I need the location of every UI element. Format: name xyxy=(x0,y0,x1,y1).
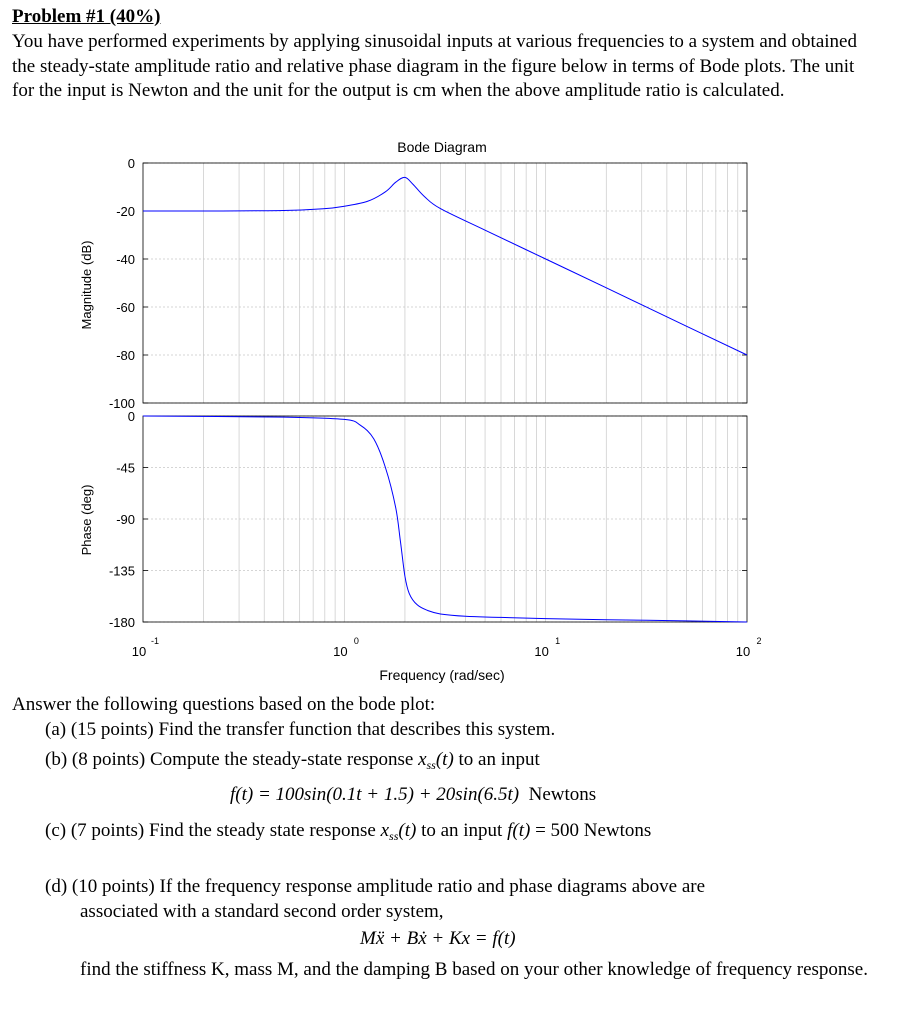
question-b xyxy=(45,749,540,771)
question-c-mid: to an input xyxy=(416,820,508,841)
question-b-units: Newtons xyxy=(528,784,597,805)
x-tick-exponent: 2 xyxy=(756,636,762,646)
question-b-x: x xyxy=(418,749,427,770)
magnitude-series-line xyxy=(143,177,747,355)
chart-title: Bode Diagram xyxy=(397,139,487,155)
question-d-line1: (d) (10 points) If the frequency response amplitude ratio and phase diagrams above are xyxy=(45,876,706,897)
magnitude-y-tick-label: -100 xyxy=(108,396,135,411)
x-axis-label: Frequency (rad/sec) xyxy=(379,667,505,683)
magnitude-grid xyxy=(143,163,747,403)
x-tick-label: 10 xyxy=(333,644,348,659)
questions-header: Answer the following questions based on the bode plot: xyxy=(12,694,436,715)
magnitude-y-ticks xyxy=(109,156,747,411)
question-c-end: = 500 Newtons xyxy=(530,820,652,841)
question-d-equation: Mẍ + Bẋ + Kx = f(t) xyxy=(360,928,516,949)
question-c xyxy=(45,820,651,842)
frequency-x-ticks xyxy=(132,636,762,659)
magnitude-y-tick-label: 0 xyxy=(127,156,135,171)
x-tick-label: 10 xyxy=(534,644,549,659)
question-c-subscript: ss xyxy=(389,829,399,843)
question-b-equation: f(t) = 100sin(0.1t + 1.5) + 20sin(6.5t) xyxy=(230,784,520,805)
problem-title: Problem #1 (40%) xyxy=(12,6,161,27)
phase-y-ticks xyxy=(109,409,747,630)
phase-y-tick-label: -135 xyxy=(108,563,135,579)
phase-grid xyxy=(143,416,747,622)
question-b-prefix: (b) (8 points) Compute the steady-state response xyxy=(45,749,419,770)
phase-y-tick-label: -45 xyxy=(116,460,135,476)
x-tick-exponent: -1 xyxy=(150,636,160,646)
question-d-text: find the stiffness K, mass M, and the damping B based on your other knowledge of frequency response. xyxy=(80,959,868,980)
x-tick-exponent: 1 xyxy=(555,636,561,646)
question-b-suffix: to an input xyxy=(453,749,540,770)
question-c-prefix: (c) (7 points) Find the steady state response xyxy=(45,820,381,841)
phase-y-tick-label: 0 xyxy=(127,409,135,424)
x-tick-exponent: 0 xyxy=(353,636,359,646)
question-c-ft: f(t) xyxy=(507,820,531,841)
problem-intro-text: You have performed experiments by applying sinusoidal inputs at various frequencies to a system and obtained the steady-state amplitude ratio and relative phase diagram in the figure below in terms of Bode plots. The unit for the input is Newton and the unit for the output is cm when the above amplitude ratio is calculated. xyxy=(12,31,857,101)
magnitude-axes-box xyxy=(143,163,747,403)
question-c-x: x xyxy=(380,820,390,841)
question-c-t: (t) xyxy=(398,820,417,841)
question-b-subscript: ss xyxy=(426,758,436,772)
magnitude-y-tick-label: -60 xyxy=(116,300,135,315)
question-b-t: (t) xyxy=(435,749,454,770)
x-tick-label: 10 xyxy=(131,644,147,659)
question-a: (a) (15 points) Find the transfer function that describes this system. xyxy=(45,719,556,740)
question-b-equation-line xyxy=(230,784,596,806)
phase-y-tick-label: -180 xyxy=(108,615,135,630)
magnitude-y-axis-label: Magnitude (dB) xyxy=(79,240,94,330)
x-tick-label: 10 xyxy=(735,644,751,659)
magnitude-y-tick-label: -40 xyxy=(116,252,135,267)
magnitude-y-tick-label: -20 xyxy=(116,204,135,219)
phase-y-tick-label: -90 xyxy=(116,512,135,527)
magnitude-y-tick-label: -80 xyxy=(116,348,135,363)
phase-y-axis-label: Phase (deg) xyxy=(79,484,94,556)
question-d-line2: associated with a standard second order system, xyxy=(80,901,444,922)
